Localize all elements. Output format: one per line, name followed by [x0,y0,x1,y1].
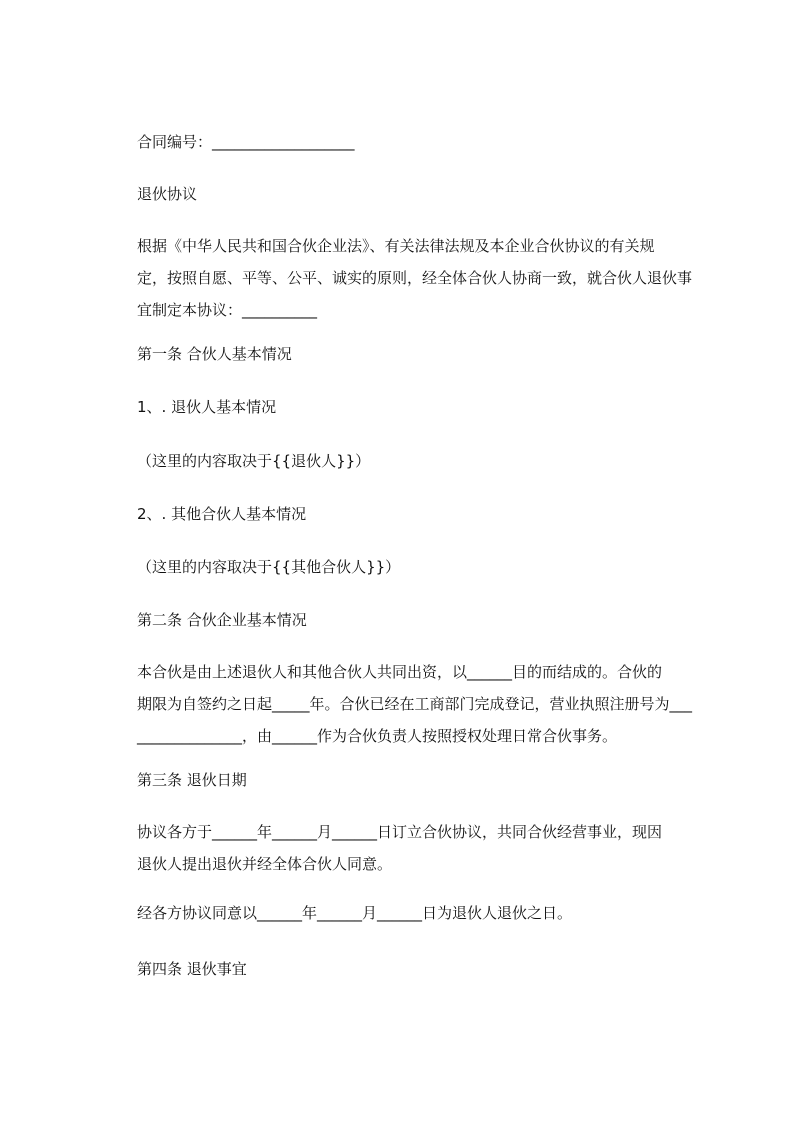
article-2-line: 期限为自签约之日起_____年。合伙已经在工商部门完成登记，营业执照注册号为___ [137,695,693,713]
article-3-line: 退伙人提出退伙并经全体合伙人同意。 [137,855,393,873]
article-2-heading: 第二条 合伙企业基本情况 [137,611,307,629]
article-2-line: 本合伙是由上述退伙人和其他合伙人共同出资，以______目的而结成的。合伙的 [137,663,663,681]
preamble-line: 定，按照自愿、平等、公平、诚实的原则，经全体合伙人协商一致，就合伙人退伙事 [137,269,693,287]
article-2-line: ______________，由______作为合伙负责人按照授权处理日常合伙事务。 [137,727,618,745]
preamble-line: 宜制定本协议：__________ [137,301,318,319]
item-1-note: （这里的内容取决于{{退伙人}}） [137,452,371,470]
item-2-note: （这里的内容取决于{{其他合伙人}}） [137,558,401,576]
article-2-paragraph [137,656,699,752]
article-1-heading: 第一条 合伙人基本情况 [137,345,292,363]
article-4-heading: 第四条 退伙事宜 [137,960,247,978]
contract-number: 合同编号：___________________ [137,133,355,151]
article-3-heading: 第三条 退伙日期 [137,771,247,789]
preamble-paragraph [137,230,699,326]
item-2-heading: 2、. 其他合伙人基本情况 [137,505,307,523]
article-3-paragraph [137,816,699,880]
item-1-heading: 1、. 退伙人基本情况 [137,398,277,416]
document-title: 退伙协议 [137,185,198,203]
article-3-withdrawal-date: 经各方协议同意以______年______月______日为退伙人退伙之日。 [137,904,573,922]
preamble-line: 根据《中华人民共和国合伙企业法》、有关法律法规及本企业合伙协议的有关规 [137,237,655,255]
article-3-line: 协议各方于______年______月______日订立合伙协议，共同合伙经营事业，现因 [137,823,663,841]
